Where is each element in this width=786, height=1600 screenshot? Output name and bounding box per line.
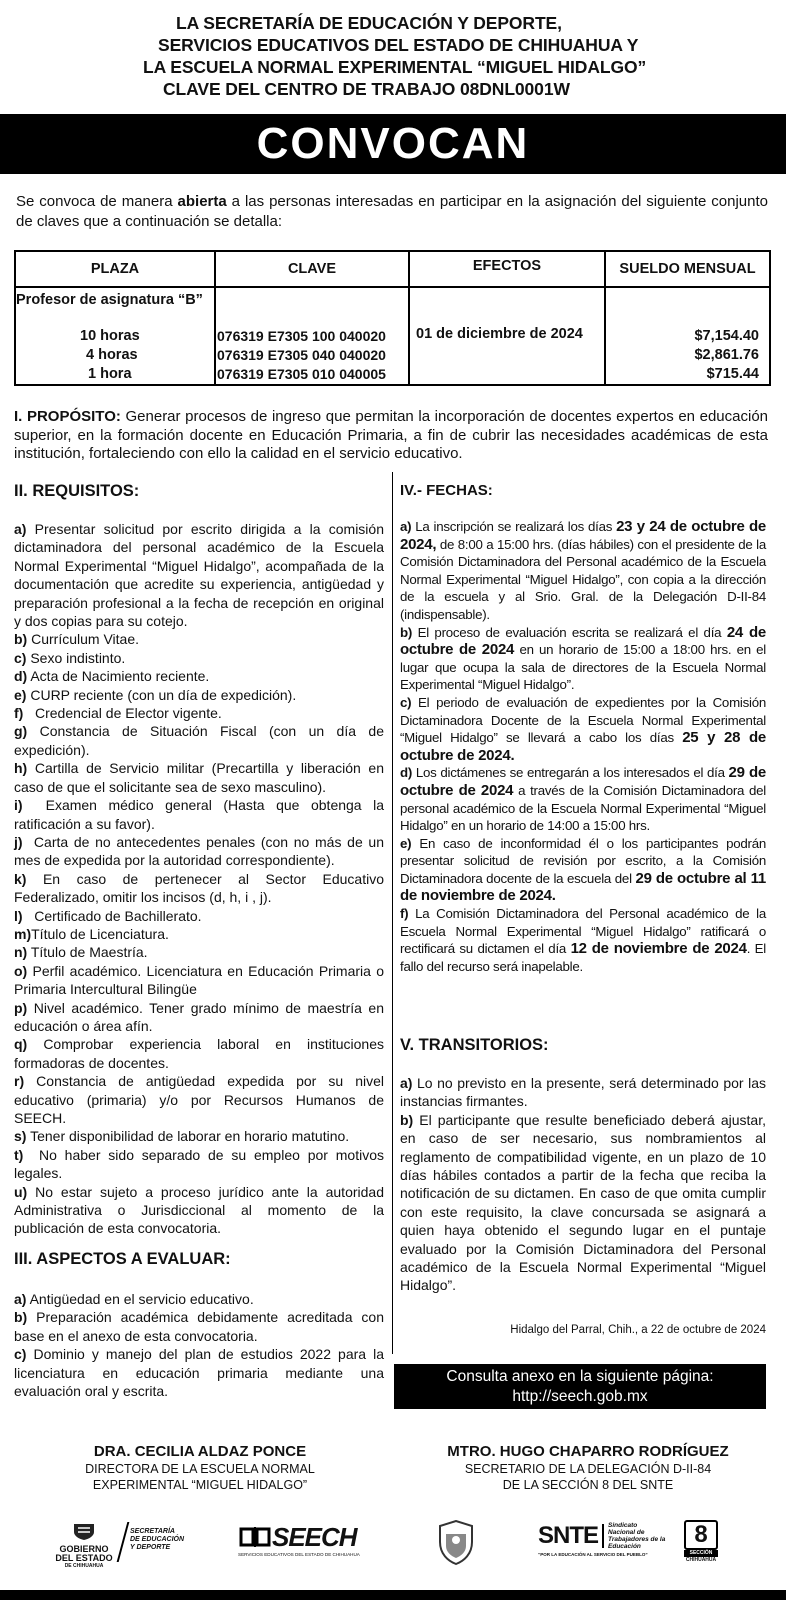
list-item: j) Carta de no antecedentes penales (con no más de un mes de expedida por la autoridad correspondiente). [14,833,388,869]
list-item: l) Certificado de Bachillerato. [14,907,202,924]
escudo-logo [436,1520,476,1566]
place-date: Hidalgo del Parral, Chih., a 22 de octubre de 2024 [510,1324,766,1336]
list-item: f) Credencial de Elector vigente. [14,705,222,722]
fechas-title: IV.- FECHAS: [400,482,493,499]
plaza-1h: 1 hora [88,366,132,382]
fechas-list [400,518,766,975]
consulta-box [394,1364,766,1409]
seech-logo: SEECH SERVICIOS EDUCATIVOS DEL ESTADO DE CHIHUAHUA [238,1522,360,1557]
list-item: o) Perfil académico. Licenciatura en Educación Primaria o Primaria Intercultural Bilingüe [14,962,388,998]
transitorios-title: V. TRANSITORIOS: [400,1036,549,1054]
list-item: p) Nivel académico. Tener grado mínimo de maestría en educación o área afín. [14,999,388,1034]
list-item: c) Dominio y manejo del plan de estudios 2022 para la licenciatura en educación primaria mediante una evaluación oral y escrita. [14,1346,388,1400]
sueldo-cell [605,287,770,385]
requisitos-list [14,520,388,1238]
list-item: s) Tener disponibilidad de laborar en horario matutino. [14,1128,350,1145]
requisitos-title: II. REQUISITOS: [14,482,140,500]
list-item: a) Presentar solicitud por escrito dirigida a la comisión dictaminadora del personal académico de la Escuela Normal Experimental “Miguel Hidalgo”, acompañada de la documentación que acredite su experiencia, antigüedad y preparación profesional a la fecha de recepción en original y dos copias para su cotejo. [14,521,388,630]
list-item: k) En caso de pertenecer al Sector Educativo Federalizado, omitir los incisos (d, h, i , j). [14,870,388,906]
list-item: a) Lo no previsto en la presente, será determinado por las instancias firmantes. [400,1075,770,1110]
consulta-line-1: Consulta anexo en la siguiente página: [446,1368,714,1385]
header-line-2: SERVICIOS EDUCATIVOS DEL ESTADO DE CHIHUAHUA Y [158,35,639,55]
seccion-8-logo: 8 SECCIÓN CHIHUAHUA [685,1521,717,1563]
clave-4h: 076319 E7305 040 040020 [217,347,386,363]
list-item: d) Los dictámenes se entregarán a los interesados el día 29 de octubre de 2024 a través de la Comisión Dictaminadora del personal académico de la Escuela Normal Experimental “Miguel Hidalgo” en un horario de 14:00 a 15:00 hrs. [400,764,766,834]
list-item: r) Constancia de antigüedad expedida por su nivel educativo (primaria) y/o por Recursos Humanos de SEECH. [14,1073,388,1126]
intro-paragraph: Se convoca de manera abierta a las personas interesadas en participar en la asignación del siguiente conjunto de claves que a continuación se detalla: [16,193,769,230]
clave-10h: 076319 E7305 100 040020 [217,328,386,344]
header-line-3: LA ESCUELA NORMAL EXPERIMENTAL “MIGUEL HIDALGO” [143,57,647,77]
sueldo-10h: $7,154.40 [694,328,759,344]
list-item: e) En caso de inconformidad él o los participantes podrán presentar solicitud de revisión por escrito, a la Comisión Dictaminadora docente de la escuela del 29 de octubre al 11 de noviembre de 2024. [400,835,766,905]
plaza-cell [15,287,215,385]
signature-name: DRA. CECILIA ALDAZ PONCE [93,1443,307,1460]
sueldo-4h: $2,861.76 [694,347,759,363]
signature-role-2: DE LA SECCIÓN 8 DEL SNTE [502,1478,674,1492]
list-item: u) No estar sujeto a proceso jurídico ante la autoridad Administrativa o Jurisdiccional al momento de la publicación de esta convocatoria. [14,1183,388,1237]
signature-role-1: DIRECTORA DE LA ESCUELA NORMAL [85,1462,315,1476]
header-line-1: LA SECRETARÍA DE EDUCACIÓN Y DEPORTE, [176,13,562,33]
list-item: b) Preparación académica debidamente acreditada con base en el anexo de esta convocatoria. [14,1309,388,1344]
consulta-url[interactable]: http://seech.gob.mx [512,1388,648,1405]
list-item: n) Título de Maestría. [14,944,148,961]
plaza-title: Profesor de asignatura “B” [16,292,203,308]
header-efectos: EFECTOS [409,251,605,287]
table-row [15,287,770,385]
list-item: f) La Comisión Dictaminadora del Personal académico de la Escuela Normal Experimental “Miguel Hidalgo” ratificará o rectificará su dictamen el día 12 de noviembre de 2024. El fallo del recurso será inapelable. [400,906,766,974]
aspectos-list [14,1290,388,1400]
bottom-bar [0,1590,786,1600]
efectos-date: 01 de diciembre de 2024 [416,326,583,342]
list-item: h) Cartilla de Servicio militar (Precartilla y liberación en caso de que el solicitante sea de sexo masculino). [14,760,388,795]
secretaria-logo: SECRETARÍA DE EDUCACIÓN Y DEPORTE [130,1528,185,1551]
signature-secretario [400,1442,776,1493]
list-item: a) Antigüedad en el servicio educativo. [14,1291,254,1307]
header-line-4: CLAVE DEL CENTRO DE TRABAJO 08DNL0001W [163,79,570,99]
aspectos-title: III. ASPECTOS A EVALUAR: [14,1250,231,1268]
list-item: b) El participante que resulte beneficiado deberá ajustar, en caso de ser necesario, sus nombramientos al reglamento de compatibilidad vigente, en un plazo de 10 días hábiles contados a partir de la fecha que reciba la notificación de su dictamen. En caso de que omita cumplir con este requisito, la clave concursada se asignará a quien haya obtenido el segundo lugar en el puntaje evaluado por la Comisión Dictaminadora del Personal académico de la Escuela Normal Experimental “Miguel Hidalgo”. [400,1111,770,1294]
signature-name: MTRO. HUGO CHAPARRO RODRÍGUEZ [447,1443,729,1460]
list-item: b) El proceso de evaluación escrita se realizará el día 24 de octubre de 2024 en un horario de 15:00 a 18:00 hrs. en el lugar que ocupa la sala de directores de la Escuela Normal Experimental “Miguel Hidalgo”. [400,623,766,693]
sueldo-1h: $715.44 [706,366,759,382]
list-item: a) La inscripción se realizará los días 23 y 24 de octubre de 2024, de 8:00 a 15:00 hrs. (días hábiles) con el presidente de la Comisión Dictaminadora del Personal académico de la Escuela Normal Experimental “Miguel Hidalgo”, con copia a la dirección de la escuela y al Srio. Gral. de la Delegación D-II-84 (indispensable). [400,518,766,622]
list-item: g) Constancia de Situación Fiscal (con un día de expedición). [14,723,388,758]
proposito-paragraph: I. PROPÓSITO: Generar procesos de ingreso que permitan la incorporación de docentes expertos en educación superior, en la formación docente en Educación Primaria, a fin de cubrir las necesidades académicas de esta institución, fortaleciendo con ello la calidad en el servicio educativo. [14,408,769,462]
gobierno-logo: GOBIERNO DEL ESTADO DE CHIHUAHUA [44,1522,124,1568]
signature-director [40,1442,360,1493]
clave-1h: 076319 E7305 010 040005 [217,366,386,382]
plaza-10h: 10 horas [80,328,140,344]
positions-table [14,250,771,386]
header-sueldo: SUELDO MENSUAL [605,251,770,287]
signature-role-2: EXPERIMENTAL “MIGUEL HIDALGO” [92,1478,308,1492]
signature-role-1: SECRETARIO DE LA DELEGACIÓN D-II-84 [464,1462,712,1476]
efectos-cell [409,287,605,385]
list-item: e) CURP reciente (con un día de expedición). [14,686,297,703]
table-header-row [15,251,770,287]
header-clave: CLAVE [215,251,409,287]
list-item: c) Sexo indistinto. [14,649,126,666]
list-item: b) Currículum Vitae. [14,631,139,648]
convocan-banner: CONVOCAN [0,114,786,174]
list-item: q) Comprobar experiencia laboral en instituciones formadoras de docentes. [14,1036,388,1071]
plaza-4h: 4 horas [86,347,138,363]
snte-logo: SNTE Sindicato Nacional de Trabajadores de la Educación “POR LA EDUCACIÓN AL SERVICIO DEL PUEBLO” [538,1522,666,1557]
column-divider [392,472,393,1354]
list-item: c) El periodo de evaluación de expedientes por la Comisión Dictaminadora Docente de la Escuela Normal Experimental “Miguel Hidalgo” se llevará a cabo los días 25 y 28 de octubre de 2024. [400,694,767,764]
list-item: i) Examen médico general (Hasta que obtenga la ratificación a su favor). [14,797,388,832]
header-plaza: PLAZA [15,251,215,287]
list-item: d) Acta de Nacimiento reciente. [14,668,210,685]
list-item: m)Título de Licenciatura. [14,925,169,942]
shield-icon [72,1522,96,1540]
book-icon [238,1525,272,1549]
list-item: t) No haber sido separado de su empleo por motivos legales. [14,1146,388,1182]
crest-icon [436,1520,476,1566]
transitorios-list [400,1074,770,1295]
clave-cell [215,287,409,385]
logos-row [0,1520,786,1570]
